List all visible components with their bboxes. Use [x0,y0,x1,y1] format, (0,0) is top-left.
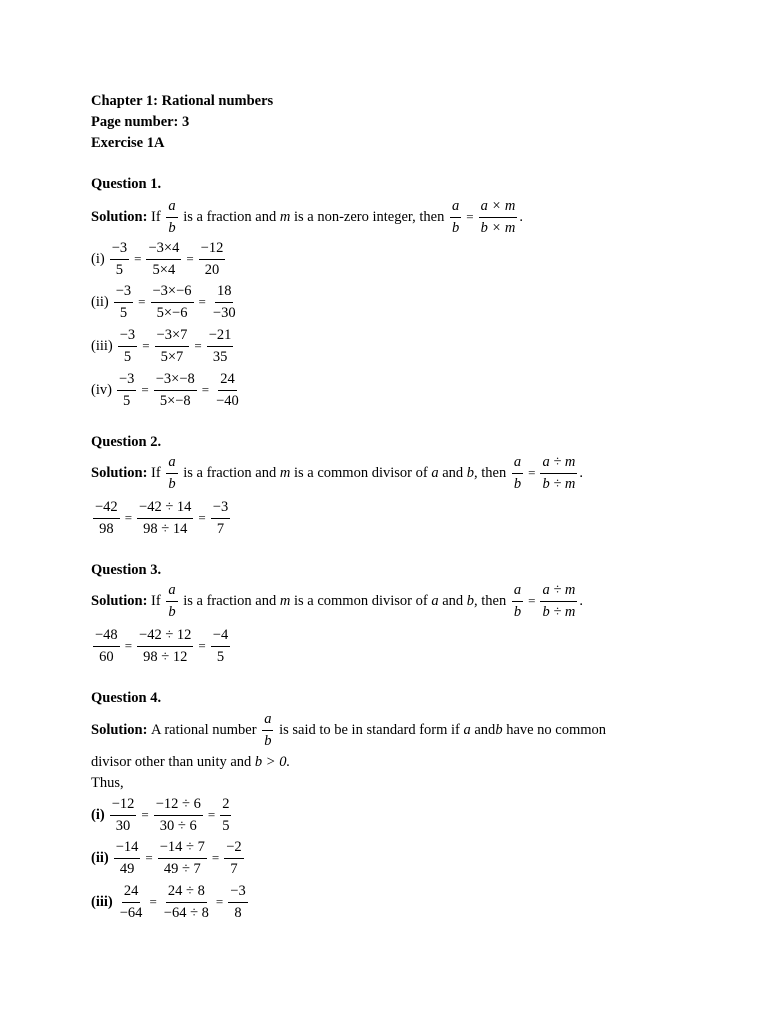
numerator: −12 [110,797,137,816]
denominator: 98 [99,520,114,537]
numerator: 24 [122,884,141,903]
numerator: −3 [211,500,230,519]
text: is a fraction and [183,464,277,481]
solution-label: Solution: [91,592,148,609]
denominator: b [513,475,522,492]
text: is a common divisor of [293,464,428,481]
denominator: 7 [230,860,238,877]
text: divisor other than unity and [91,754,252,770]
part-label: (i) [91,250,105,267]
text: is said to be in standard form if [279,721,460,738]
part-label: (iii) [91,337,113,354]
rule-lhs-fraction [450,199,461,235]
rule-lhs-fraction [512,583,523,619]
numerator: −42 [93,500,120,519]
numerator: a [166,455,177,474]
rule-rhs-fraction [540,455,577,491]
numerator: −3 [110,241,129,260]
denominator: 7 [216,520,225,537]
variable-a: a [463,721,471,738]
denominator: b ÷ m [542,475,576,492]
page-number: Page number: 3 [91,114,190,130]
fraction [158,840,207,876]
numerator: a ÷ m [540,583,577,602]
part-label: (iv) [91,381,112,398]
denominator: −64 ÷ 8 [163,904,209,921]
denominator: b [513,603,522,620]
fraction [137,628,193,664]
fraction [146,241,181,277]
rule-lhs-fraction [512,455,523,491]
text: is a fraction and [183,592,277,609]
solution-label: Solution: [91,464,148,481]
equals-sign: = [134,251,142,266]
fraction [214,372,241,408]
fraction [211,284,238,320]
numerator: −3×4 [146,241,181,260]
question-4-part-iii [91,882,250,922]
chapter-title: Chapter 1: Rational numbers [91,93,274,109]
denominator: b × m [480,219,516,236]
fraction [224,840,243,876]
question-1-solution [91,197,523,237]
numerator: a [450,199,461,218]
numerator: −3 [228,884,247,903]
question-2-title: Question 2. [91,434,162,450]
denominator: 5×−6 [156,304,188,321]
period: . [519,208,523,225]
question-1-part-iv [91,370,243,410]
denominator: b [452,219,460,236]
fraction [93,628,120,664]
numerator: a [512,583,523,602]
part-label: (i) [91,806,105,823]
fraction [162,884,211,920]
numerator: −12 [199,241,226,260]
denominator: 98 ÷ 14 [143,520,188,537]
numerator: −3 [118,328,137,347]
text: , then [474,592,507,609]
denominator: b [168,475,176,492]
denominator: b [264,732,272,749]
text: and [474,721,496,738]
fraction [151,284,194,320]
fraction [154,372,197,408]
part-label: (ii) [91,293,109,310]
text: If [151,208,161,225]
period: . [579,464,583,481]
text: have no common [506,721,607,738]
numerator: 18 [215,284,234,303]
part-label: (iii) [91,893,113,910]
numerator: −48 [93,628,120,647]
fraction [154,797,203,833]
numerator: −3×7 [155,328,190,347]
denominator: 60 [99,648,114,665]
equals-sign: = [186,251,194,266]
denominator: 5×−8 [159,392,191,409]
question-3-calculation [91,626,232,666]
equals-sign: = [141,382,149,397]
fraction [117,372,136,408]
period: . [579,592,583,609]
text: is a common divisor of [293,592,428,609]
equals-sign: = [201,382,210,397]
question-1-part-ii [91,282,240,322]
denominator: 20 [204,261,220,278]
text: , then [474,464,507,481]
equals-sign: = [138,294,146,309]
text: and [442,592,464,609]
text: and [442,464,464,481]
numerator: a ÷ m [540,455,577,474]
equals-sign: = [149,894,157,909]
variable-b: b [466,464,474,481]
fraction [110,241,129,277]
equals-sign: = [528,593,536,608]
text: is a fraction and [183,208,277,225]
text: is a non-zero integer, then [293,208,445,225]
exercise-title: Exercise 1A [91,135,165,151]
rule-rhs-fraction [479,199,518,235]
equals-sign: = [124,510,133,525]
numerator: −4 [211,628,230,647]
equals-sign: = [215,894,224,909]
fraction-a-over-b [166,199,177,235]
numerator: a [166,199,177,218]
denominator: 5 [123,348,132,365]
solution-label: Solution: [91,721,148,738]
question-4-part-ii [91,838,246,878]
denominator: 30 ÷ 6 [159,817,197,834]
fraction [220,797,231,833]
equals-sign: = [198,294,206,309]
equals-sign: = [466,209,474,224]
equals-sign: = [528,465,536,480]
fraction [155,328,190,364]
fraction [137,500,193,536]
fraction [199,241,226,277]
variable-a: a [431,464,439,481]
numerator: −12 ÷ 6 [154,797,203,816]
rule-rhs-fraction [540,583,577,619]
numerator: 24 [218,372,237,391]
fraction [211,500,230,536]
numerator: −3 [114,284,133,303]
variable-m: m [279,464,291,481]
variable-m: m [279,208,291,225]
denominator: −64 [119,904,143,921]
fraction-a-over-b [262,712,273,748]
denominator: −30 [212,304,236,321]
fraction [118,884,145,920]
denominator: 5 [222,817,230,834]
numerator: −14 ÷ 7 [158,840,207,859]
question-1-part-iii [91,326,235,366]
numerator: −21 [207,328,234,347]
fraction [114,284,133,320]
text: If [151,592,161,609]
numerator: a × m [479,199,518,218]
numerator: −3×−6 [151,284,194,303]
thus-label: Thus, [91,775,124,791]
question-3-solution [91,581,583,621]
question-4-title: Question 4. [91,690,162,706]
denominator: b [168,219,176,236]
fraction [93,500,120,536]
variable-m: m [279,592,291,609]
condition: b > 0. [254,754,291,770]
fraction [110,797,137,833]
equals-sign: = [145,850,153,865]
numerator: 2 [220,797,231,816]
numerator: a [512,455,523,474]
question-1-title: Question 1. [91,176,162,192]
equals-sign: = [198,510,206,525]
denominator: 49 ÷ 7 [163,860,201,877]
fraction [118,328,137,364]
fraction [228,884,247,920]
numerator: −42 ÷ 14 [137,500,193,519]
numerator: a [166,583,177,602]
fraction [114,840,141,876]
denominator: 98 ÷ 12 [143,648,188,665]
denominator: b ÷ m [542,603,576,620]
numerator: 24 ÷ 8 [166,884,207,903]
numerator: −3×−8 [154,372,197,391]
denominator: 5 [115,261,124,278]
question-2-solution [91,453,583,493]
denominator: 5×7 [160,348,184,365]
denominator: 5×4 [152,261,176,278]
denominator: 5 [123,392,131,409]
question-4-solution [91,710,606,750]
equals-sign: = [141,807,149,822]
numerator: −2 [224,840,243,859]
variable-b: b [466,592,474,609]
part-label: (ii) [91,849,109,866]
fraction-a-over-b [166,583,177,619]
question-4-part-i [91,795,233,835]
equals-sign: = [207,807,216,822]
solution-label: Solution: [91,208,148,225]
denominator: 5 [216,648,225,665]
denominator: 30 [115,817,131,834]
question-3-title: Question 3. [91,562,162,578]
denominator: −40 [216,392,239,409]
denominator: 35 [212,348,228,365]
denominator: 49 [119,860,135,877]
question-2-calculation [91,498,232,538]
numerator: −3 [117,372,136,391]
numerator: −14 [114,840,141,859]
text: A rational number [151,721,257,738]
equals-sign: = [142,338,150,353]
fraction [211,628,230,664]
equals-sign: = [198,638,206,653]
variable-b: b [495,721,503,738]
denominator: b [168,603,176,620]
question-1-part-i [91,239,227,279]
text: If [151,464,161,481]
numerator: a [262,712,273,731]
fraction-a-over-b [166,455,177,491]
equals-sign: = [124,638,133,653]
denominator: 5 [119,304,128,321]
denominator: 8 [234,904,242,921]
numerator: −42 ÷ 12 [137,628,193,647]
fraction [207,328,234,364]
equals-sign: = [211,850,220,865]
question-4-line-2 [91,754,290,771]
variable-a: a [431,592,439,609]
equals-sign: = [194,338,202,353]
